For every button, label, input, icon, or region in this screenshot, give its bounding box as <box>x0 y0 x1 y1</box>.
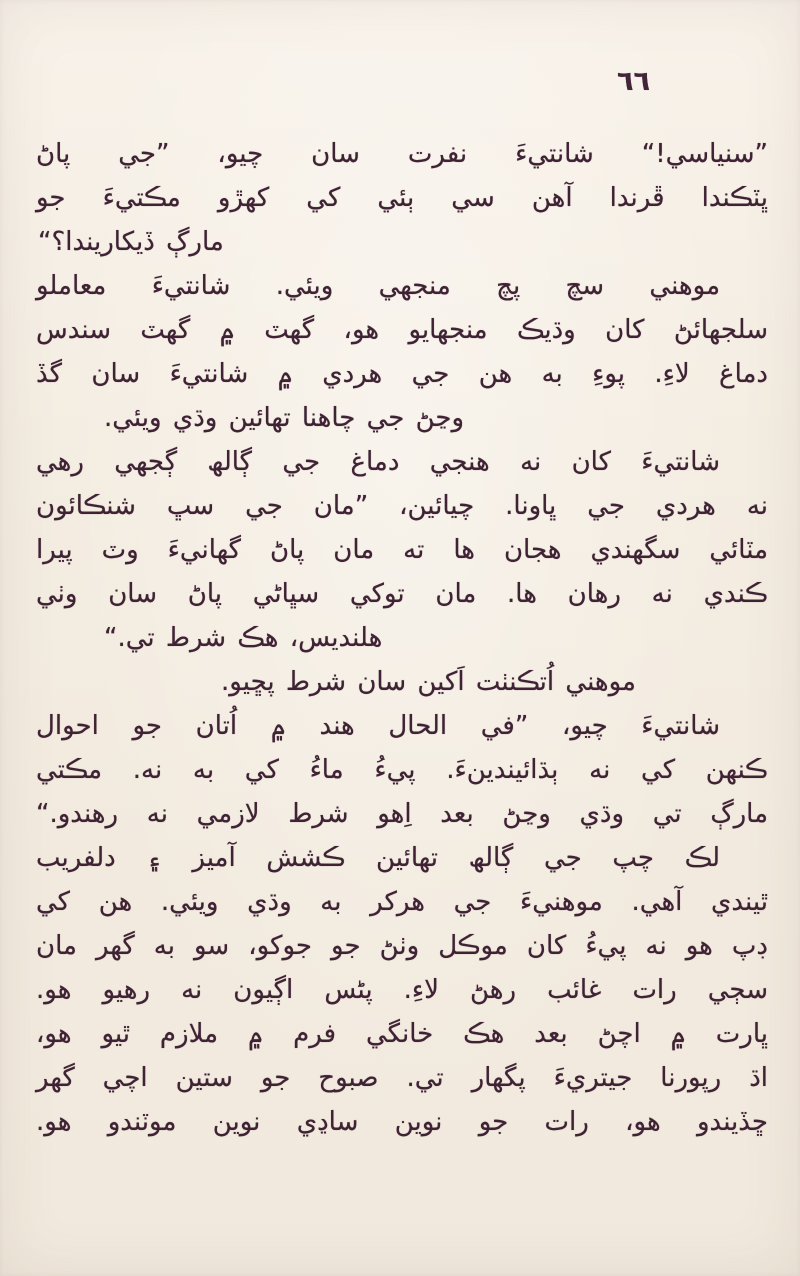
text-line: ڀارت ۾ اچڻ بعد هڪ خانگي فرم ۾ ملازم ٿيو هو، <box>36 1019 768 1049</box>
text-line: ڇڏيندو هو، رات جو نوين ساڍي نوين موٽندو هو. <box>36 1107 768 1137</box>
text-line: لڪ چپ جي ڳالھ تهائين ڪشش آميز ۽ دلفريب <box>36 843 720 873</box>
text-line: مٽائي سگهندي هجان ها ته مان پاڻ گهانيءَ وٽ پيرا <box>36 535 768 565</box>
text-line: ڀٽڪندا ڦرندا آهن سي ٻئي کي کهڙو مڪتيءَ جو <box>36 183 768 213</box>
text-line: موهني اُتڪنٺت اَکين سان شرط پڇيو. <box>221 667 636 697</box>
text-line: سلجهائڻ کان وڌيڪ منجهايو هو، گهٽ ۾ گهٽ سندس <box>36 315 768 345</box>
text-line: مارڳ ڏيکاريندا؟“ <box>38 227 224 257</box>
text-line: شانتيءَ چيو، ”في الحال هند ۾ اُتان جو احوال <box>36 711 720 741</box>
paragraph <box>36 132 768 264</box>
paragraph <box>36 264 768 440</box>
text-line: ٿيندي آهي. موهنيءَ جي هرکر به وڌي ويئي. هن کي <box>36 887 768 917</box>
page-body <box>36 132 768 1144</box>
paragraph <box>36 704 768 836</box>
text-line: وڃڻ جي چاهنا تهائين وڌي ويئي. <box>104 403 465 433</box>
text-line: ڊپ هو نه پيءُ کان موڪل وٺڻ جو جوکو، سو به گهر مان <box>36 931 768 961</box>
text-line: اڌ رپورنا جيتريءَ پگهار تي. صبوح جو ستين اچي گهر <box>36 1063 768 1093</box>
paragraph <box>36 440 768 660</box>
text-line: دماغ لاءِ. پوءِ به هن جي هردي ۾ شانتيءَ سان گڏ <box>36 359 768 389</box>
page-number: ٦٦ <box>617 66 650 97</box>
text-line: ڪنهن کي نه ٻڌائيندينءَ. پيءُ ماءُ کي به نه. مڪتي <box>36 755 768 785</box>
text-line: ڪندي نه رهان ها. مان توکي سڀاڻي پاڻ سان وٺي <box>36 579 768 609</box>
text-line: نه هردي جي ڀاونا. چيائين، ”مان جي سڀ شنڪائون <box>36 491 768 521</box>
text-line: موهني سچ پچ منجهي ويئي. شانتيءَ معاملو <box>36 271 720 301</box>
text-line: هلنديس، هڪ شرط تي.“ <box>104 623 383 653</box>
text-line: سڄي رات غائب رهڻ لاءِ. پڻس اڳيون نه رهيو هو. <box>36 975 768 1005</box>
text-line: ”سنياسي!“ شانتيءَ نفرت سان چيو، ”جي پاڻ <box>36 139 768 169</box>
text-line: شانتيءَ کان نه هنجي دماغ جي ڳالھ ڳجهي رهي <box>36 447 720 477</box>
paragraph <box>36 836 768 1144</box>
text-line: مارڳ تي وڌي وڃڻ بعد اِهو شرط لازمي نه رهندو.“ <box>36 799 768 829</box>
paragraph <box>36 660 768 704</box>
